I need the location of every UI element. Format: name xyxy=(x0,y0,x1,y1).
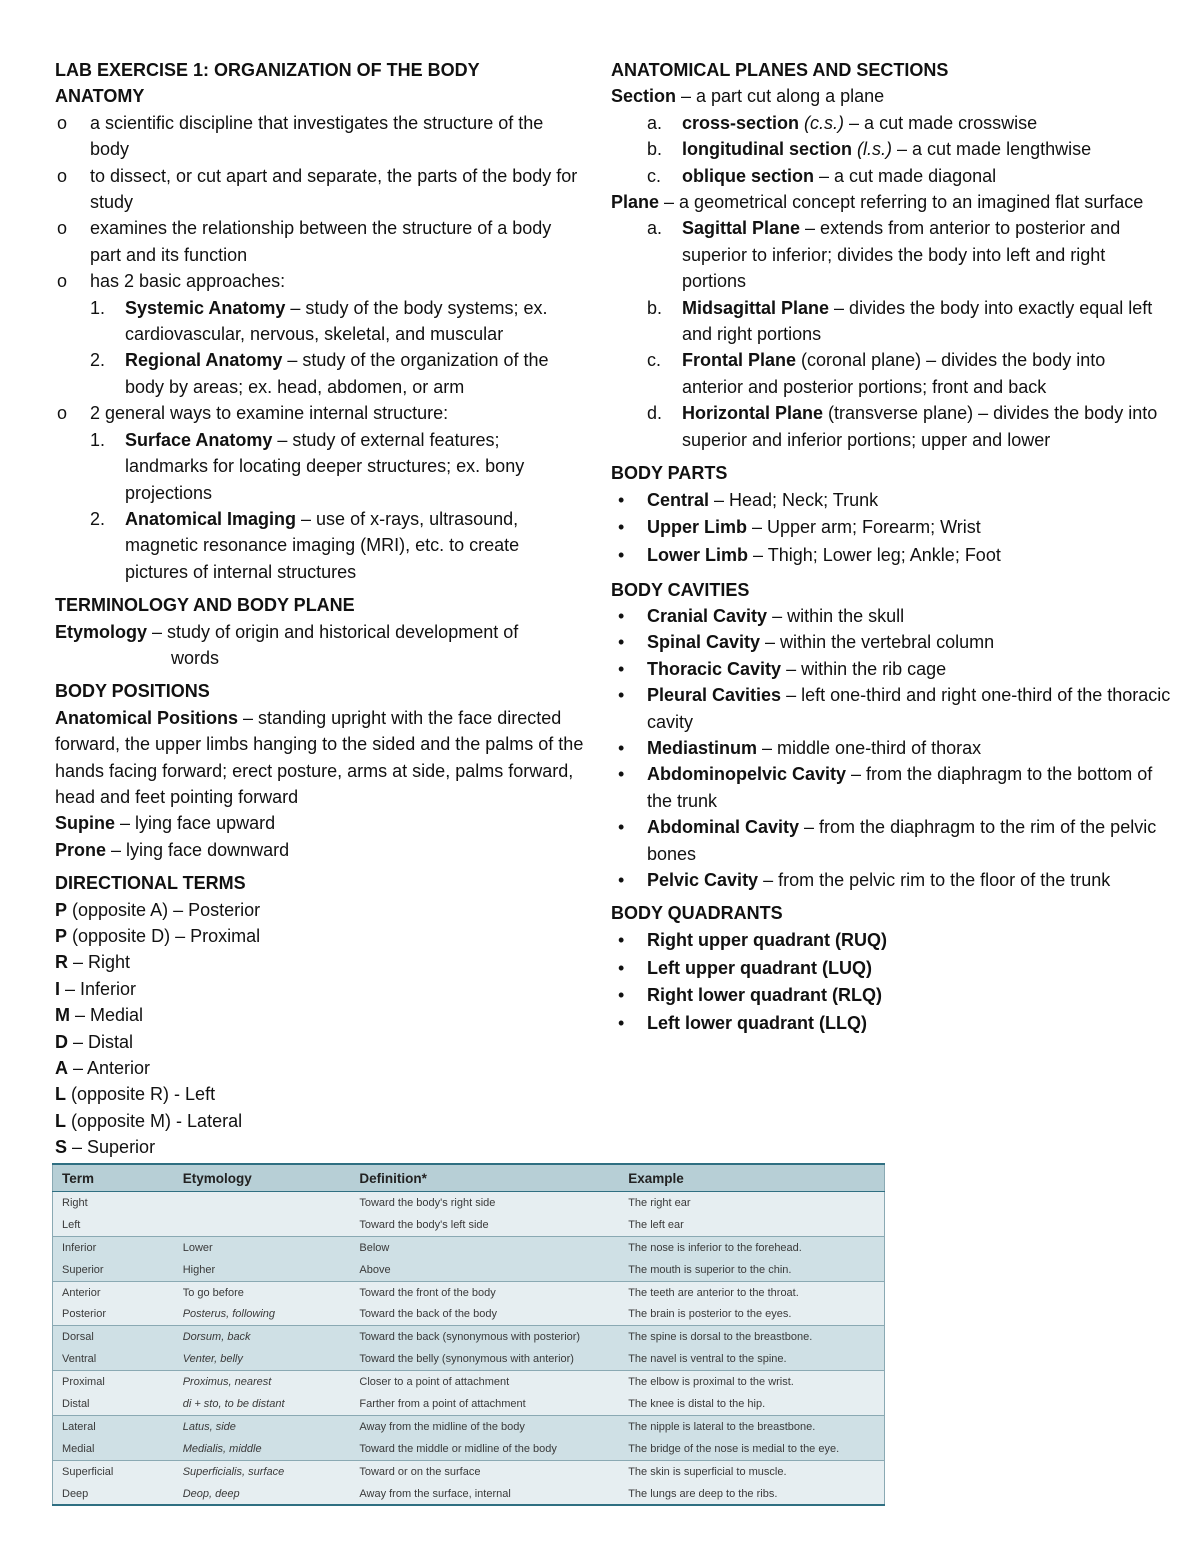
list-item xyxy=(611,295,1171,348)
planes-heading: ANATOMICAL PLANES AND SECTIONS xyxy=(611,60,949,80)
directional-terms-list xyxy=(55,897,585,1161)
definition: – extends from anterior to posterior and superior to inferior; divides the body into left and right portions xyxy=(682,218,1121,292)
term: R xyxy=(55,952,68,973)
list-letter: c. xyxy=(647,165,662,186)
list-item xyxy=(611,542,1171,570)
term: longitudinal section xyxy=(682,139,852,160)
column-header: Etymology xyxy=(174,1164,351,1192)
table-cell: Toward the middle or midline of the body xyxy=(350,1438,619,1460)
term: Midsagittal Plane xyxy=(682,297,830,318)
body-positions-heading: BODY POSITIONS xyxy=(55,681,210,702)
list-item xyxy=(611,110,1171,136)
term: Pelvic Cavity xyxy=(647,870,759,891)
table-row xyxy=(53,1259,885,1281)
list-item: o examines the relationship between the structure of a body part and its function xyxy=(55,215,585,268)
list-number: 2. xyxy=(90,350,106,371)
table-cell: Medial xyxy=(53,1438,174,1460)
term: Spinal Cavity xyxy=(647,632,761,653)
list-item xyxy=(611,163,1171,189)
body-parts-heading: BODY PARTS xyxy=(611,463,728,484)
column-header: Definition* xyxy=(350,1164,619,1192)
section-definition xyxy=(611,83,1171,109)
table-cell: Medialis, middle xyxy=(174,1438,351,1460)
table-cell: Toward the belly (synonymous with anterior) xyxy=(350,1348,619,1370)
table-cell: The nipple is lateral to the breastbone. xyxy=(619,1415,884,1437)
directional-term xyxy=(55,976,585,1002)
definition: – Upper arm; Forearm; Wrist xyxy=(747,517,981,538)
definition: – lying face upward xyxy=(115,813,276,834)
terminology-heading: TERMINOLOGY AND BODY PLANE xyxy=(55,595,355,616)
table-cell: The bridge of the nose is medial to the eye. xyxy=(619,1438,884,1460)
column-header: Term xyxy=(53,1164,174,1192)
term: Sagittal Plane xyxy=(682,218,801,239)
list-item xyxy=(611,982,1171,1010)
table-cell: Toward or on the surface xyxy=(350,1460,619,1482)
definition: – standing upright with the face directed forward, the upper limbs hanging to the sided and the palms of the hands facing forward; erect posture, arms at side, palms forward, head and feet pointing forward xyxy=(55,707,584,807)
body-parts-list xyxy=(611,487,1171,570)
term: Plane xyxy=(611,192,660,213)
table-cell: Dorsum, back xyxy=(174,1326,351,1348)
definition: – Anterior xyxy=(68,1058,151,1079)
table-row xyxy=(53,1214,885,1236)
document-title: LAB EXERCISE 1: ORGANIZATION OF THE BODY xyxy=(55,60,480,80)
term: L xyxy=(55,1110,66,1131)
body-cavities-heading: BODY CAVITIES xyxy=(611,579,750,600)
directional-term xyxy=(55,1134,585,1160)
directional-term xyxy=(55,949,585,975)
list-item xyxy=(611,682,1171,735)
term: Anatomical Positions xyxy=(55,707,239,728)
term: P xyxy=(55,926,68,946)
definition: – within the vertebral column xyxy=(760,632,995,653)
list-item xyxy=(55,295,585,348)
table-cell: Posterior xyxy=(53,1303,174,1325)
list-item xyxy=(611,487,1171,515)
definition: – Distal xyxy=(68,1031,134,1052)
table-cell xyxy=(174,1192,351,1214)
table-cell: Venter, belly xyxy=(174,1348,351,1370)
table-cell: The right ear xyxy=(619,1192,884,1214)
table-cell: The teeth are anterior to the throat. xyxy=(619,1281,884,1303)
table-cell: Toward the back of the body xyxy=(350,1303,619,1325)
table-cell: Superficial xyxy=(53,1460,174,1482)
table-cell: Right xyxy=(53,1192,174,1214)
list-item xyxy=(611,955,1171,983)
table-cell: Toward the front of the body xyxy=(350,1281,619,1303)
term: I xyxy=(55,978,61,999)
term: Left lower quadrant (LLQ) xyxy=(647,1013,867,1033)
table-row xyxy=(53,1326,885,1348)
term: Lower Limb xyxy=(647,544,749,565)
directional-term xyxy=(55,897,585,923)
term: Systemic Anatomy xyxy=(125,297,286,318)
definition: – within the skull xyxy=(767,606,905,627)
table-cell: Away from the midline of the body xyxy=(350,1415,619,1437)
term-note: (opposite A) xyxy=(67,899,169,920)
table-cell: Superficialis, surface xyxy=(174,1460,351,1482)
list-item xyxy=(611,656,1171,682)
list-item: o a scientific discipline that investigates the structure of the body xyxy=(55,110,585,163)
definition: – Thigh; Lower leg; Ankle; Foot xyxy=(748,544,1001,565)
directional-term xyxy=(55,1002,585,1028)
table-cell: Ventral xyxy=(53,1348,174,1370)
definition: – a geometrical concept referring to an imagined flat surface xyxy=(659,192,1144,213)
term: Upper Limb xyxy=(647,517,748,538)
etymology-definition-cont: words xyxy=(171,647,220,668)
term: Section xyxy=(611,86,677,107)
definition: – Medial xyxy=(70,1005,144,1026)
definition: (transverse plane) – divides the body into superior and inferior portions; upper and lower xyxy=(682,403,1158,450)
directional-terms-heading: DIRECTIONAL TERMS xyxy=(55,873,246,894)
list-number: 1. xyxy=(90,429,106,450)
term: P xyxy=(55,899,68,920)
table-cell: The brain is posterior to the eyes. xyxy=(619,1303,884,1325)
term: Left upper quadrant (LUQ) xyxy=(647,957,872,978)
term: Abdominopelvic Cavity xyxy=(647,764,847,785)
table-row xyxy=(53,1371,885,1393)
definition: - Left xyxy=(169,1084,216,1105)
definition: – a part cut along a plane xyxy=(676,86,885,107)
definition: – study of the body systems; ex. cardiovascular, nervous, skeletal, and muscular xyxy=(125,297,548,345)
table-row xyxy=(53,1192,885,1214)
body-cavities-list xyxy=(611,603,1171,893)
definition: – within the rib cage xyxy=(781,658,947,679)
sections-list xyxy=(611,110,1171,189)
anatomy-bullet-list xyxy=(55,110,585,585)
list-item xyxy=(611,735,1171,761)
definition: – study of origin and historical development of xyxy=(147,621,519,642)
table-row xyxy=(53,1303,885,1325)
term: Right upper quadrant (RUQ) xyxy=(647,929,887,950)
definition: – from the pelvic rim to the floor of the trunk xyxy=(758,870,1111,891)
etymology-definition xyxy=(55,619,585,645)
term: M xyxy=(55,1005,70,1026)
list-item xyxy=(611,867,1171,893)
ways-list xyxy=(55,427,585,585)
list-item xyxy=(611,400,1171,453)
list-item: o to dissect, or cut apart and separate, the parts of the body for study xyxy=(55,163,585,216)
table-cell: Closer to a point of attachment xyxy=(350,1371,619,1393)
table-cell: The lungs are deep to the ribs. xyxy=(619,1483,884,1506)
position-entry xyxy=(55,810,585,836)
table-cell: Lateral xyxy=(53,1415,174,1437)
body-quadrants-list xyxy=(611,927,1171,1038)
term: oblique section xyxy=(682,165,815,186)
definition: – divides the body into exactly equal left and right portions xyxy=(682,297,1153,345)
list-letter: b. xyxy=(647,139,663,160)
definition: – from the diaphragm to the rim of the pelvic bones xyxy=(647,817,1157,864)
list-letter: d. xyxy=(647,403,663,424)
table-cell: The skin is superficial to muscle. xyxy=(619,1460,884,1482)
table-cell: The left ear xyxy=(619,1214,884,1236)
table-cell xyxy=(174,1214,351,1236)
table-cell: The spine is dorsal to the breastbone. xyxy=(619,1326,884,1348)
directional-terms-table xyxy=(52,1163,885,1506)
list-item xyxy=(611,761,1171,814)
list-item xyxy=(55,268,585,400)
table-cell: Higher xyxy=(174,1259,351,1281)
list-item xyxy=(611,927,1171,955)
table-cell: Lower xyxy=(174,1236,351,1258)
list-item xyxy=(611,136,1171,162)
list-item xyxy=(611,347,1171,400)
definition: – Posterior xyxy=(168,899,261,920)
anatomy-heading: ANATOMY xyxy=(55,86,145,107)
definition: – Superior xyxy=(67,1137,156,1158)
term: Pleural Cavities xyxy=(647,685,782,706)
term: Abdominal Cavity xyxy=(647,817,800,838)
term: Horizontal Plane xyxy=(682,403,824,424)
table-cell: The knee is distal to the hip. xyxy=(619,1393,884,1415)
list-item-text: has 2 basic approaches: xyxy=(90,271,286,292)
list-item xyxy=(611,1010,1171,1038)
term: Surface Anatomy xyxy=(125,429,273,450)
definition: – Right xyxy=(68,952,131,973)
term: Regional Anatomy xyxy=(125,350,283,371)
term: Right lower quadrant (RLQ) xyxy=(647,985,882,1006)
definition: - Lateral xyxy=(171,1110,243,1131)
table-cell: Deop, deep xyxy=(174,1483,351,1506)
term: cross-section xyxy=(682,112,800,133)
term-note: (opposite R) xyxy=(66,1084,170,1105)
directional-term xyxy=(55,1029,585,1055)
table-cell: To go before xyxy=(174,1281,351,1303)
table-cell: Toward the body's left side xyxy=(350,1214,619,1236)
list-item xyxy=(611,814,1171,867)
term-note: (opposite M) xyxy=(66,1110,172,1131)
term: Cranial Cavity xyxy=(647,606,768,627)
table-cell: The nose is inferior to the forehead. xyxy=(619,1236,884,1258)
table-cell: Toward the body's right side xyxy=(350,1192,619,1214)
table-row xyxy=(53,1460,885,1482)
list-item-text: 2 general ways to examine internal structure: xyxy=(90,403,449,424)
definition: – Head; Neck; Trunk xyxy=(709,489,879,510)
approaches-list xyxy=(55,295,585,401)
term: Mediastinum xyxy=(647,738,758,759)
term: Anatomical Imaging xyxy=(125,508,297,529)
definition: – a cut made lengthwise xyxy=(892,139,1092,160)
definition: – study of the organization of the body by areas; ex. head, abdomen, or arm xyxy=(125,350,549,397)
table-cell: Deep xyxy=(53,1483,174,1506)
body-quadrants-heading: BODY QUADRANTS xyxy=(611,903,783,924)
position-entry xyxy=(55,705,585,811)
definition: – a cut made crosswise xyxy=(844,112,1038,133)
definition: – lying face downward xyxy=(106,839,290,860)
list-number: 2. xyxy=(90,508,106,529)
term: D xyxy=(55,1031,68,1052)
abbreviation: (l.s.) xyxy=(852,139,892,160)
term: Frontal Plane xyxy=(682,350,797,371)
list-item xyxy=(611,629,1171,655)
term: Thoracic Cavity xyxy=(647,658,782,679)
table-cell: Left xyxy=(53,1214,174,1236)
table-cell: The elbow is proximal to the wrist. xyxy=(619,1371,884,1393)
table-cell: The mouth is superior to the chin. xyxy=(619,1259,884,1281)
definition: – Inferior xyxy=(60,978,137,999)
term: Prone xyxy=(55,839,107,860)
column-header: Example xyxy=(619,1164,884,1192)
term: A xyxy=(55,1058,68,1079)
term-note: (opposite D) xyxy=(67,926,171,946)
table-cell: Anterior xyxy=(53,1281,174,1303)
table-cell: Away from the surface, internal xyxy=(350,1483,619,1506)
term: Etymology xyxy=(55,621,148,642)
table-body xyxy=(53,1192,885,1506)
list-item xyxy=(611,514,1171,542)
table-cell: Farther from a point of attachment xyxy=(350,1393,619,1415)
table-row xyxy=(53,1438,885,1460)
term: S xyxy=(55,1137,68,1158)
left-column xyxy=(55,57,585,1161)
directional-term xyxy=(55,1081,585,1107)
definition: – left one-third and right one-third of the thoracic cavity xyxy=(647,685,1171,732)
table-cell: The navel is ventral to the spine. xyxy=(619,1348,884,1370)
position-entry xyxy=(55,837,585,863)
definition: (coronal plane) – divides the body into anterior and posterior portions; front and back xyxy=(682,350,1106,397)
list-item xyxy=(55,347,585,400)
table-cell: Proximal xyxy=(53,1371,174,1393)
table-row xyxy=(53,1348,885,1370)
directional-term xyxy=(55,923,585,949)
directional-term xyxy=(55,1108,585,1134)
table-row xyxy=(53,1236,885,1258)
plane-definition xyxy=(611,189,1171,215)
right-column xyxy=(611,57,1171,1038)
table-cell: Superior xyxy=(53,1259,174,1281)
table-row xyxy=(53,1483,885,1506)
list-item xyxy=(55,400,585,585)
abbreviation: (c.s.) xyxy=(799,112,845,133)
definition: – from the diaphragm to the bottom of the trunk xyxy=(647,764,1153,811)
table-cell: Above xyxy=(350,1259,619,1281)
directional-term xyxy=(55,1055,585,1081)
table-cell: Latus, side xyxy=(174,1415,351,1437)
table-cell: Below xyxy=(350,1236,619,1258)
term: L xyxy=(55,1084,66,1105)
table-cell: di + sto, to be distant xyxy=(174,1393,351,1415)
definition: – a cut made diagonal xyxy=(814,165,997,186)
table-row xyxy=(53,1393,885,1415)
list-item xyxy=(611,215,1171,294)
table-cell: Dorsal xyxy=(53,1326,174,1348)
definition: – use of x-rays, ultrasound, magnetic resonance imaging (MRI), etc. to create pictures of internal structures xyxy=(125,508,520,582)
table-cell: Posterus, following xyxy=(174,1303,351,1325)
list-letter: a. xyxy=(647,218,663,239)
list-letter: a. xyxy=(647,112,663,133)
term: Central xyxy=(647,489,710,510)
table-cell: Toward the back (synonymous with posterior) xyxy=(350,1326,619,1348)
list-item xyxy=(55,506,585,585)
table-cell: Proximus, nearest xyxy=(174,1371,351,1393)
table-cell: Inferior xyxy=(53,1236,174,1258)
definition: – study of external features; landmarks for locating deeper structures; ex. bony projections xyxy=(125,429,525,503)
list-item xyxy=(611,603,1171,629)
table-row xyxy=(53,1281,885,1303)
term: Supine xyxy=(55,813,116,834)
list-number: 1. xyxy=(90,297,106,318)
table-header-row xyxy=(53,1164,885,1192)
list-letter: c. xyxy=(647,350,662,371)
table-row xyxy=(53,1415,885,1437)
list-letter: b. xyxy=(647,297,663,318)
list-item xyxy=(55,427,585,506)
planes-list xyxy=(611,215,1171,453)
table-cell: Distal xyxy=(53,1393,174,1415)
definition: – middle one-third of thorax xyxy=(757,738,982,759)
definition: – Proximal xyxy=(170,926,261,946)
